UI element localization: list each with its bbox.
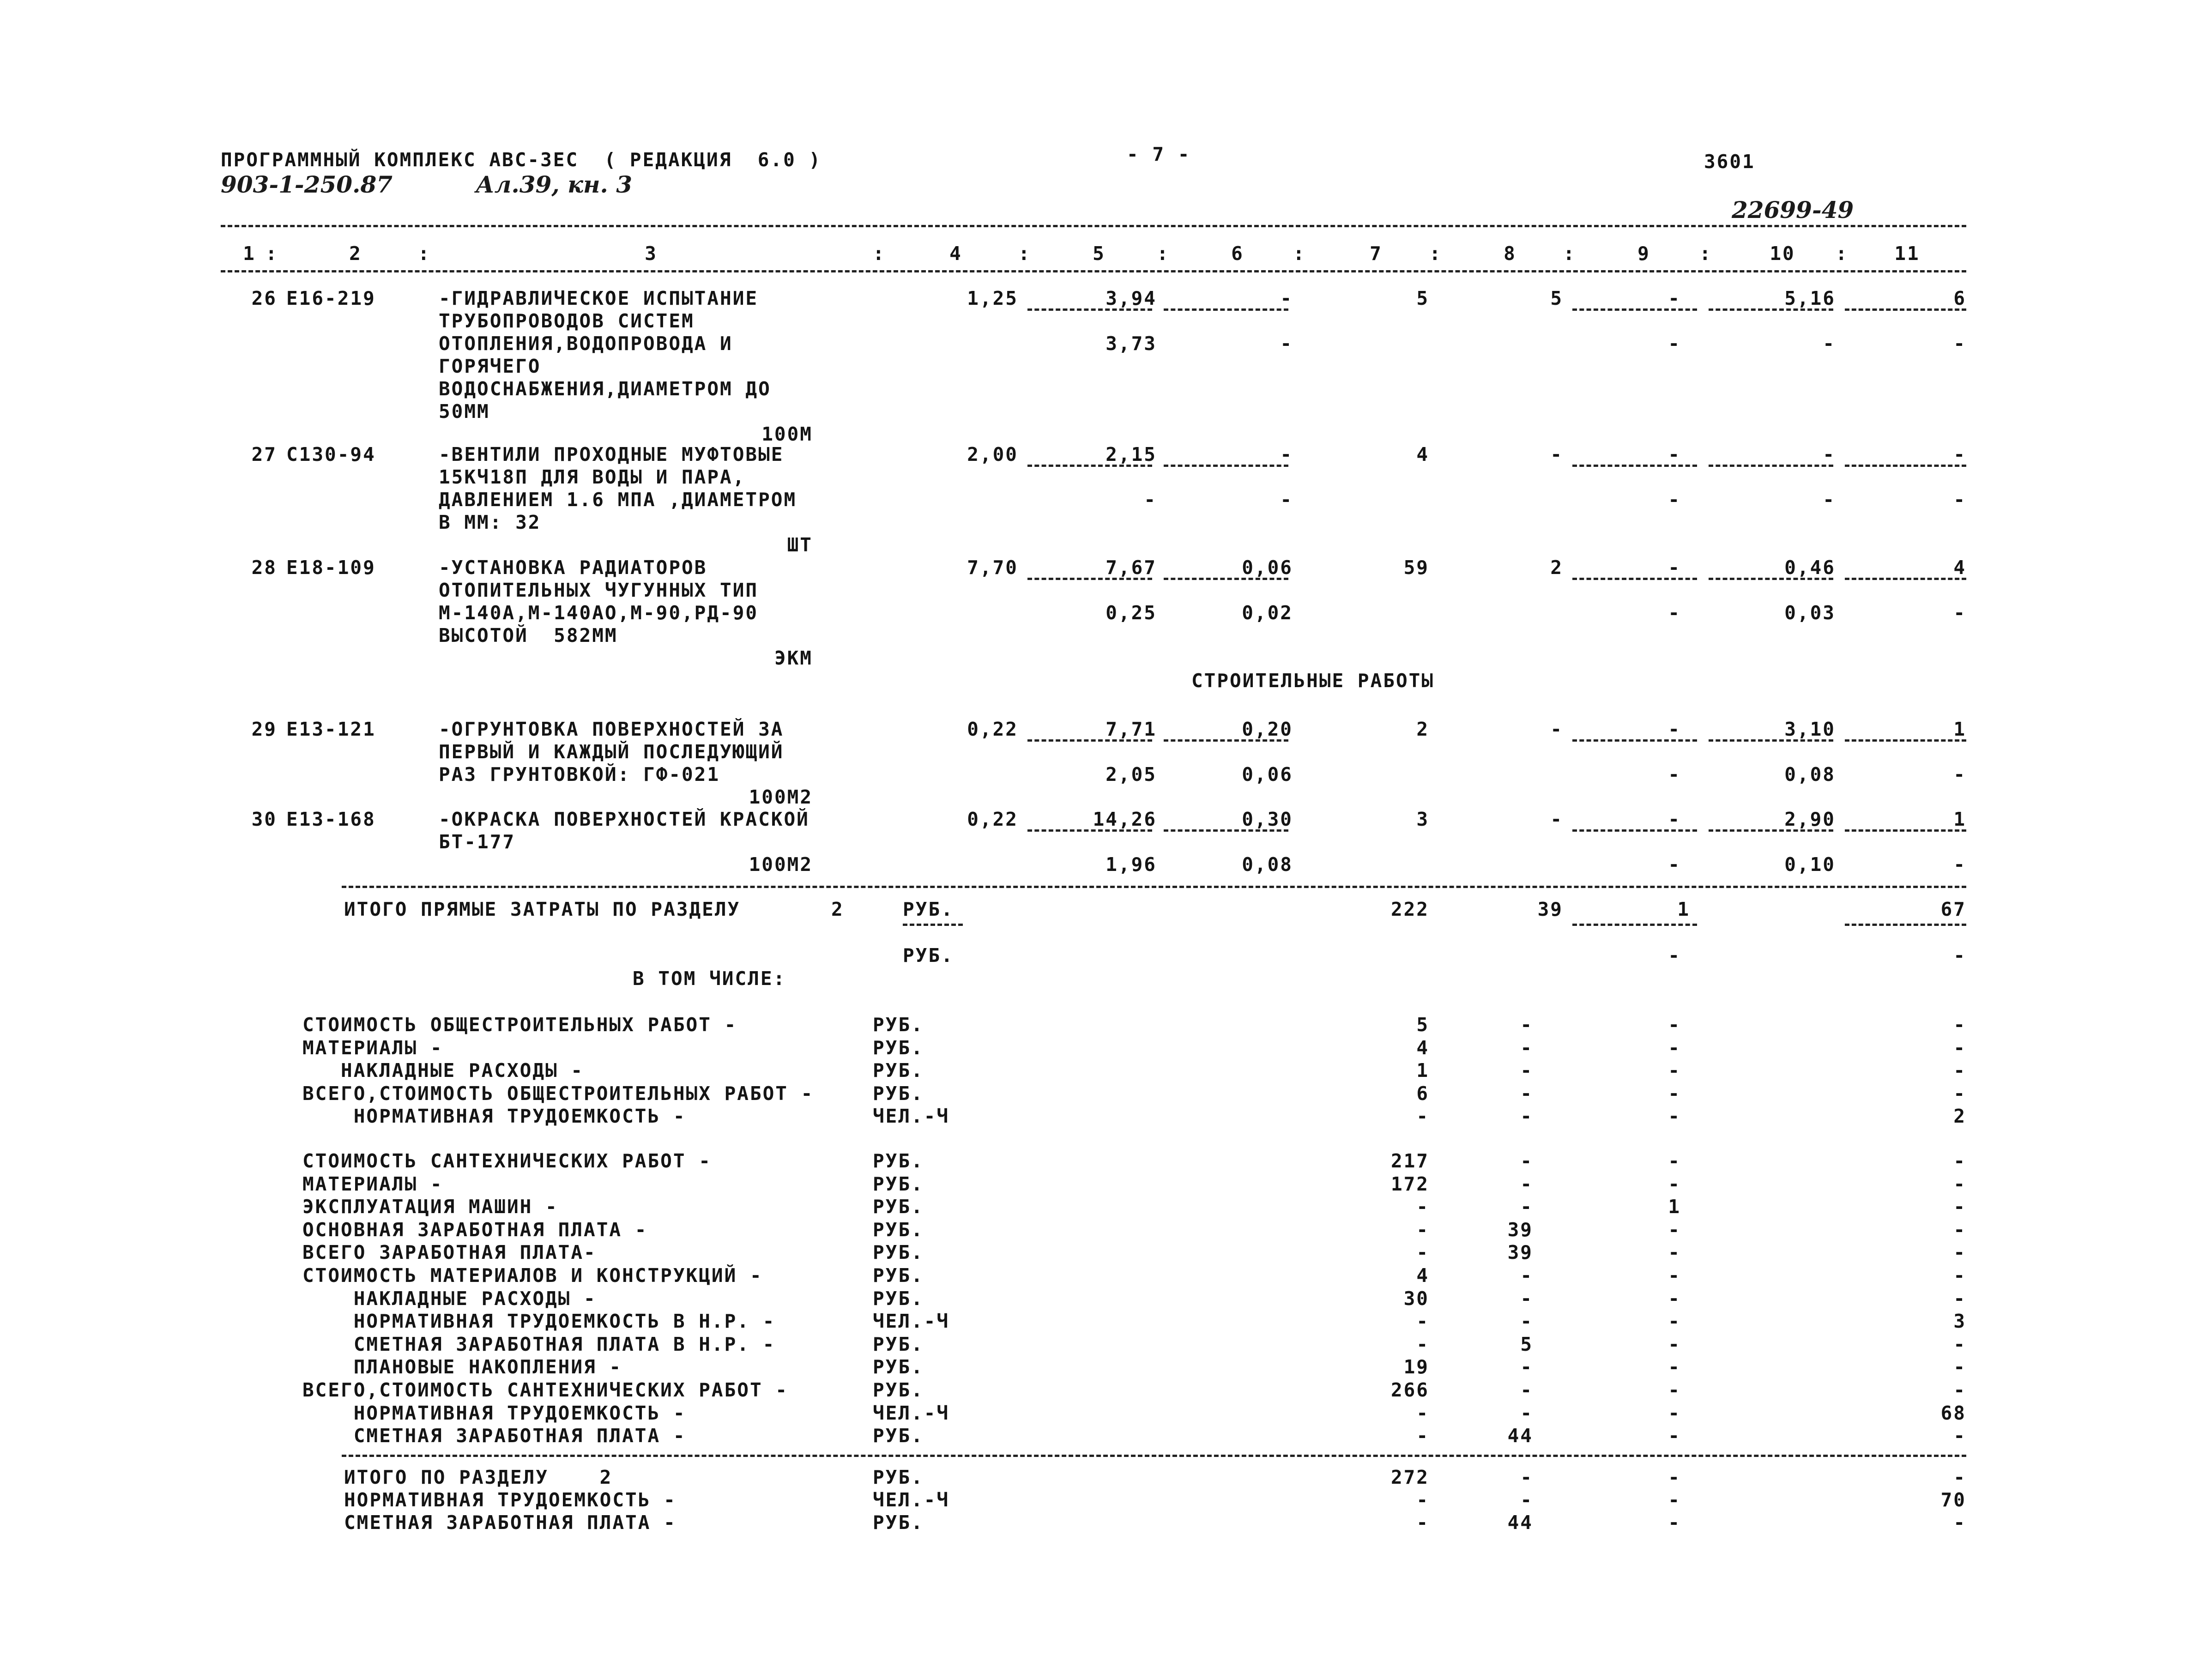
general-row-col7: 1 [1416, 1059, 1429, 1082]
totals-col11: 67 [1940, 898, 1966, 920]
totals-divider [903, 924, 963, 926]
final-row-col11: - [1953, 1511, 1966, 1534]
sanitary-row-col9: 1 [1668, 1196, 1681, 1218]
sanitary-row-label: НОРМАТИВНАЯ ТРУДОЕМКОСТЬ В Н.Р. - [302, 1310, 776, 1333]
sanitary-row-col9: - [1668, 1218, 1681, 1241]
sanitary-row-col9: - [1668, 1287, 1681, 1310]
item-sub-11: - [1953, 763, 1966, 786]
general-row-col8: - [1520, 1059, 1533, 1082]
item-value-c6: 0,20 [1242, 718, 1293, 740]
item-value-c10: 2,90 [1784, 808, 1836, 830]
sanitary-row-unit: РУБ. [873, 1379, 924, 1401]
sanitary-row-label: НОРМАТИВНАЯ ТРУДОЕМКОСТЬ - [302, 1402, 686, 1424]
totals-label: ИТОГО ПРЯМЫЕ ЗАТРАТЫ ПО РАЗДЕЛУ [344, 898, 741, 920]
item-number: 28 [251, 556, 277, 579]
item-description: 15КЧ18П ДЛЯ ВОДЫ И ПАРА, [439, 466, 746, 488]
general-row-col9: - [1668, 1059, 1681, 1082]
handwritten-right-code: 22699-49 [1732, 196, 1854, 224]
sanitary-row-col7: 19 [1403, 1356, 1429, 1378]
value-divider [1572, 308, 1697, 311]
sanitary-row-label: ОСНОВНАЯ ЗАРАБОТНАЯ ПЛАТА - [302, 1218, 648, 1241]
item-value-c5: 7,71 [1106, 718, 1157, 740]
item-value-c4: 1,25 [967, 287, 1018, 309]
final-row-unit: РУБ. [873, 1511, 924, 1534]
item-sub-6: 0,08 [1242, 853, 1293, 876]
value-divider [1845, 829, 1966, 832]
section-label: СТРОИТЕЛЬНЫЕ РАБОТЫ [1191, 670, 1434, 692]
document-number: 3601 [1704, 151, 1755, 173]
item-sub-5: 3,73 [1106, 332, 1157, 355]
item-description: ТРУБОПРОВОДОВ СИСТЕМ [439, 310, 695, 332]
item-value-c7: 5 [1416, 287, 1429, 309]
item-value-c6: - [1280, 443, 1293, 465]
handwritten-sheet-ref: Ал.39, кн. 3 [476, 171, 633, 198]
sanitary-row-col7: - [1416, 1333, 1429, 1355]
item-unit: 100М [761, 423, 813, 445]
item-description: ОТОПЛЕНИЯ,ВОДОПРОВОДА И [439, 332, 733, 355]
general-row-col9: - [1668, 1036, 1681, 1059]
sanitary-row-label: СМЕТНАЯ ЗАРАБОТНАЯ ПЛАТА В Н.Р. - [302, 1333, 776, 1355]
item-description: ГОРЯЧЕГО [439, 355, 541, 377]
sanitary-row-label: СТОИМОСТЬ МАТЕРИАЛОВ И КОНСТРУКЦИЙ - [302, 1264, 763, 1287]
item-value-c9: - [1668, 287, 1681, 309]
item-number: 29 [251, 718, 277, 740]
item-sub-9: - [1668, 763, 1681, 786]
totals-rule [342, 886, 1966, 888]
sanitary-row-col9: - [1668, 1425, 1681, 1447]
value-divider [1164, 578, 1288, 580]
final-row-col11: - [1953, 1466, 1966, 1488]
sanitary-row-col8: - [1520, 1379, 1533, 1401]
final-row-col8: 44 [1507, 1511, 1533, 1534]
sanitary-row-col8: - [1520, 1310, 1533, 1333]
general-row-col8: - [1520, 1036, 1533, 1059]
item-description: -ОКРАСКА ПОВЕРХНОСТЕЙ КРАСКОЙ [439, 808, 810, 830]
column-header-1: 1 [243, 242, 256, 265]
general-row-col8: - [1520, 1105, 1533, 1127]
value-divider [1027, 465, 1152, 467]
value-divider [1027, 829, 1152, 832]
general-row-label: ВСЕГО,СТОИМОСТЬ ОБЩЕСТРОИТЕЛЬНЫХ РАБОТ - [302, 1082, 814, 1105]
item-description: -ГИДРАВЛИЧЕСКОЕ ИСПЫТАНИЕ [439, 287, 759, 309]
sanitary-row-col9: - [1668, 1150, 1681, 1172]
sanitary-row-col7: 266 [1390, 1379, 1429, 1401]
item-code: Е16-219 [286, 287, 376, 309]
general-row-col8: - [1520, 1014, 1533, 1036]
item-value-c7: 3 [1416, 808, 1429, 830]
final-row-col7: - [1416, 1511, 1429, 1534]
item-description: ОТОПИТЕЛЬНЫХ ЧУГУННЫХ ТИП [439, 579, 759, 601]
final-row-label: НОРМАТИВНАЯ ТРУДОЕМКОСТЬ - [344, 1489, 677, 1511]
item-sub-11: - [1953, 332, 1966, 355]
column-separator: : [1018, 242, 1031, 265]
item-sub-11: - [1953, 853, 1966, 876]
value-divider [1845, 578, 1966, 580]
sanitary-row-col7: - [1416, 1218, 1429, 1241]
final-row-col7: - [1416, 1489, 1429, 1511]
column-header-9: 9 [1637, 242, 1650, 265]
sanitary-row-col8: 39 [1507, 1218, 1533, 1241]
sanitary-row-col9: - [1668, 1241, 1681, 1264]
value-divider [1164, 308, 1288, 311]
column-header-3: 3 [645, 242, 658, 265]
sanitary-row-col11: - [1953, 1218, 1966, 1241]
sanitary-row-col8: - [1520, 1264, 1533, 1287]
item-value-c11: 1 [1953, 808, 1966, 830]
item-value-c9: - [1668, 808, 1681, 830]
general-row-col7: 5 [1416, 1014, 1429, 1036]
item-sub-9: - [1668, 332, 1681, 355]
item-value-c8: - [1550, 443, 1563, 465]
column-separator: : [1699, 242, 1712, 265]
totals-sub-9: - [1668, 944, 1681, 967]
item-description: БТ-177 [439, 831, 516, 853]
general-row-col9: - [1668, 1014, 1681, 1036]
item-value-c4: 0,22 [967, 808, 1018, 830]
item-description: 50ММ [439, 400, 490, 423]
item-value-c4: 0,22 [967, 718, 1018, 740]
item-code: С130-94 [286, 443, 376, 465]
item-value-c7: 4 [1416, 443, 1429, 465]
sanitary-row-unit: РУБ. [873, 1425, 924, 1447]
final-row-col8: - [1520, 1466, 1533, 1488]
item-sub-10: 0,08 [1784, 763, 1836, 786]
item-number: 27 [251, 443, 277, 465]
column-separator: : [418, 242, 431, 265]
general-row-col7: - [1416, 1105, 1429, 1127]
final-row-col11: 70 [1940, 1489, 1966, 1511]
item-value-c5: 7,67 [1106, 556, 1157, 579]
general-row-label: НАКЛАДНЫЕ РАСХОДЫ - [302, 1059, 584, 1082]
general-row-col11: 2 [1953, 1105, 1966, 1127]
value-divider [1845, 465, 1966, 467]
item-unit: 100М2 [749, 786, 813, 808]
sanitary-row-col11: - [1953, 1172, 1966, 1195]
sanitary-row-col11: - [1953, 1264, 1966, 1287]
item-sub-5: 2,05 [1106, 763, 1157, 786]
general-row-label: СТОИМОСТЬ ОБЩЕСТРОИТЕЛЬНЫХ РАБОТ - [302, 1014, 737, 1036]
item-description: ВЫСОТОЙ 582ММ [439, 624, 618, 647]
item-sub-11: - [1953, 602, 1966, 624]
sanitary-row-label: ВСЕГО ЗАРАБОТНАЯ ПЛАТА- [302, 1241, 597, 1264]
general-row-unit: РУБ. [873, 1014, 924, 1036]
final-row-col8: - [1520, 1489, 1533, 1511]
final-row-label: СМЕТНАЯ ЗАРАБОТНАЯ ПЛАТА - [344, 1511, 677, 1534]
column-header-6: 6 [1231, 242, 1244, 265]
value-divider [1164, 465, 1288, 467]
sanitary-row-col11: - [1953, 1425, 1966, 1447]
item-sub-5: 0,25 [1106, 602, 1157, 624]
item-sub-6: - [1280, 489, 1293, 511]
item-description: РАЗ ГРУНТОВКОЙ: ГФ-021 [439, 763, 720, 786]
sanitary-row-label: НАКЛАДНЫЕ РАСХОДЫ - [302, 1287, 597, 1310]
item-code: Е13-168 [286, 808, 376, 830]
item-value-c5: 3,94 [1106, 287, 1157, 309]
sanitary-row-unit: РУБ. [873, 1264, 924, 1287]
value-divider [1709, 829, 1833, 832]
sanitary-row-col8: - [1520, 1287, 1533, 1310]
final-row-col7: 272 [1390, 1466, 1429, 1488]
sanitary-row-col11: - [1953, 1356, 1966, 1378]
sanitary-row-label: СТОИМОСТЬ САНТЕХНИЧЕСКИХ РАБОТ - [302, 1150, 712, 1172]
general-row-col11: - [1953, 1059, 1966, 1082]
item-value-c10: 0,46 [1784, 556, 1836, 579]
item-value-c8: 2 [1550, 556, 1563, 579]
sanitary-row-col9: - [1668, 1310, 1681, 1333]
sanitary-row-col11: - [1953, 1333, 1966, 1355]
item-sub-6: 0,06 [1242, 763, 1293, 786]
sanitary-row-unit: РУБ. [873, 1196, 924, 1218]
column-header-7: 7 [1370, 242, 1383, 265]
value-divider [1709, 465, 1833, 467]
final-row-unit: РУБ. [873, 1466, 924, 1488]
sanitary-row-unit: РУБ. [873, 1218, 924, 1241]
sanitary-row-col11: - [1953, 1150, 1966, 1172]
value-divider [1709, 739, 1833, 742]
item-unit: 100М2 [749, 853, 813, 876]
item-value-c6: 0,30 [1242, 808, 1293, 830]
sanitary-row-col7: - [1416, 1241, 1429, 1264]
item-sub-9: - [1668, 602, 1681, 624]
item-value-c11: - [1953, 443, 1966, 465]
item-value-c4: 7,70 [967, 556, 1018, 579]
item-number: 30 [251, 808, 277, 830]
item-value-c4: 2,00 [967, 443, 1018, 465]
item-value-c9: - [1668, 718, 1681, 740]
item-unit: ЭКМ [774, 647, 813, 669]
item-description: М-140А,М-140АО,М-90,РД-90 [439, 602, 759, 624]
general-row-unit: РУБ. [873, 1082, 924, 1105]
item-description: В ММ: 32 [439, 511, 541, 533]
sanitary-row-col9: - [1668, 1379, 1681, 1401]
value-divider [1572, 465, 1697, 467]
sanitary-row-col7: - [1416, 1402, 1429, 1424]
final-row-col9: - [1668, 1466, 1681, 1488]
program-title: ПРОГРАММНЫЙ КОМПЛЕКС АВС-ЗЕС ( РЕДАКЦИЯ 6.0 ) [221, 149, 822, 171]
sanitary-row-col8: 39 [1507, 1241, 1533, 1264]
value-divider [1709, 578, 1833, 580]
sanitary-row-unit: ЧЕЛ.-Ч [873, 1402, 950, 1424]
sanitary-row-col8: - [1520, 1356, 1533, 1378]
item-value-c10: 5,16 [1784, 287, 1836, 309]
item-value-c6: 0,06 [1242, 556, 1293, 579]
item-sub-9: - [1668, 853, 1681, 876]
item-value-c11: 6 [1953, 287, 1966, 309]
item-value-c7: 59 [1403, 556, 1429, 579]
column-header-10: 10 [1770, 242, 1795, 265]
item-value-c5: 14,26 [1093, 808, 1157, 830]
column-header-5: 5 [1093, 242, 1106, 265]
item-sub-11: - [1953, 489, 1966, 511]
sanitary-row-col11: - [1953, 1241, 1966, 1264]
general-row-unit: ЧЕЛ.-Ч [873, 1105, 950, 1127]
sanitary-row-label: ПЛАНОВЫЕ НАКОПЛЕНИЯ - [302, 1356, 622, 1378]
sanitary-row-col8: 5 [1520, 1333, 1533, 1355]
totals-col8: 39 [1537, 898, 1563, 920]
sanitary-row-col7: 217 [1390, 1150, 1429, 1172]
item-unit: ШТ [787, 534, 813, 556]
totals-section: 2 [831, 898, 844, 920]
totals-divider [1572, 924, 1697, 926]
general-row-unit: РУБ. [873, 1036, 924, 1059]
column-header-11: 11 [1894, 242, 1920, 265]
sanitary-row-col7: 30 [1403, 1287, 1429, 1310]
totals-divider [1845, 924, 1966, 926]
totals-unit-2: РУБ. [903, 944, 954, 967]
sanitary-row-label: ЭКСПЛУАТАЦИЯ МАШИН - [302, 1196, 558, 1218]
totals-col9: 1 [1677, 898, 1690, 920]
value-divider [1027, 739, 1152, 742]
final-row-col9: - [1668, 1511, 1681, 1534]
column-separator: : [873, 242, 886, 265]
item-value-c8: - [1550, 718, 1563, 740]
item-value-c10: 3,10 [1784, 718, 1836, 740]
item-number: 26 [251, 287, 277, 309]
item-description: -УСТАНОВКА РАДИАТОРОВ [439, 556, 707, 579]
column-separator: : [1429, 242, 1442, 265]
item-value-c11: 1 [1953, 718, 1966, 740]
sanitary-row-col8: 44 [1507, 1425, 1533, 1447]
item-description: ПЕРВЫЙ И КАЖДЫЙ ПОСЛЕДУЮЩИЙ [439, 741, 784, 763]
item-sub-6: 0,02 [1242, 602, 1293, 624]
item-value-c7: 2 [1416, 718, 1429, 740]
value-divider [1027, 578, 1152, 580]
sanitary-row-col7: - [1416, 1196, 1429, 1218]
value-divider [1164, 829, 1288, 832]
item-value-c10: - [1823, 443, 1836, 465]
value-divider [1027, 308, 1152, 311]
sanitary-row-unit: РУБ. [873, 1172, 924, 1195]
item-sub-9: - [1668, 489, 1681, 511]
sanitary-row-col8: - [1520, 1402, 1533, 1424]
value-divider [1709, 308, 1833, 311]
sanitary-row-unit: РУБ. [873, 1287, 924, 1310]
sanitary-row-col9: - [1668, 1172, 1681, 1195]
item-value-c8: 5 [1550, 287, 1563, 309]
sanitary-row-unit: РУБ. [873, 1333, 924, 1355]
item-sub-10: 0,10 [1784, 853, 1836, 876]
item-value-c9: - [1668, 443, 1681, 465]
item-value-c6: - [1280, 287, 1293, 309]
general-row-col7: 4 [1416, 1036, 1429, 1059]
final-row-unit: ЧЕЛ.-Ч [873, 1489, 950, 1511]
general-row-col9: - [1668, 1082, 1681, 1105]
column-separator: : [1157, 242, 1170, 265]
sanitary-row-col7: - [1416, 1310, 1429, 1333]
column-separator: : [1836, 242, 1849, 265]
general-row-label: МАТЕРИАЛЫ - [302, 1036, 443, 1059]
item-description: -ВЕНТИЛИ ПРОХОДНЫЕ МУФТОВЫЕ [439, 443, 784, 465]
column-separator: : [1293, 242, 1306, 265]
general-row-col8: - [1520, 1082, 1533, 1105]
item-sub-5: - [1144, 489, 1157, 511]
column-header-2: 2 [349, 242, 362, 265]
sanitary-row-col8: - [1520, 1150, 1533, 1172]
sanitary-row-col7: 172 [1390, 1172, 1429, 1195]
item-sub-10: - [1823, 332, 1836, 355]
sanitary-row-col11: 68 [1940, 1402, 1966, 1424]
general-row-col9: - [1668, 1105, 1681, 1127]
value-divider [1164, 739, 1288, 742]
sanitary-row-col8: - [1520, 1196, 1533, 1218]
item-value-c8: - [1550, 808, 1563, 830]
column-header-4: 4 [949, 242, 962, 265]
sanitary-row-col7: 4 [1416, 1264, 1429, 1287]
sanitary-row-col11: 3 [1953, 1310, 1966, 1333]
column-header-rule [221, 270, 1966, 272]
sanitary-row-col7: - [1416, 1425, 1429, 1447]
sanitary-row-col11: - [1953, 1287, 1966, 1310]
item-value-c5: 2,15 [1106, 443, 1157, 465]
item-value-c9: - [1668, 556, 1681, 579]
item-description: -ОГРУНТОВКА ПОВЕРХНОСТЕЙ ЗА [439, 718, 784, 740]
column-separator: : [1563, 242, 1576, 265]
item-sub-10: 0,03 [1784, 602, 1836, 624]
item-value-c11: 4 [1953, 556, 1966, 579]
general-row-col11: - [1953, 1014, 1966, 1036]
item-code: Е18-109 [286, 556, 376, 579]
item-description: ДАВЛЕНИЕМ 1.6 МПА ,ДИАМЕТРОМ [439, 489, 797, 511]
general-row-label: НОРМАТИВНАЯ ТРУДОЕМКОСТЬ - [302, 1105, 686, 1127]
general-row-col11: - [1953, 1036, 1966, 1059]
final-row-col9: - [1668, 1489, 1681, 1511]
item-description: ВОДОСНАБЖЕНИЯ,ДИАМЕТРОМ ДО [439, 378, 771, 400]
sanitary-row-unit: РУБ. [873, 1356, 924, 1378]
sanitary-row-col9: - [1668, 1356, 1681, 1378]
sanitary-row-unit: РУБ. [873, 1150, 924, 1172]
sanitary-row-label: МАТЕРИАЛЫ - [302, 1172, 443, 1195]
final-row-label: ИТОГО ПО РАЗДЕЛУ 2 [344, 1466, 613, 1488]
item-code: Е13-121 [286, 718, 376, 740]
item-sub-10: - [1823, 489, 1836, 511]
general-row-col7: 6 [1416, 1082, 1429, 1105]
column-header-8: 8 [1504, 242, 1516, 265]
final-rule [342, 1455, 1966, 1457]
value-divider [1845, 739, 1966, 742]
value-divider [1572, 739, 1697, 742]
value-divider [1572, 829, 1697, 832]
page-mark: - 7 - [1127, 143, 1191, 165]
sanitary-row-unit: РУБ. [873, 1241, 924, 1264]
item-sub-6: - [1280, 332, 1293, 355]
sanitary-row-col11: - [1953, 1196, 1966, 1218]
sanitary-row-unit: ЧЕЛ.-Ч [873, 1310, 950, 1333]
sanitary-row-col9: - [1668, 1402, 1681, 1424]
sanitary-row-label: ВСЕГО,СТОИМОСТЬ САНТЕХНИЧЕСКИХ РАБОТ - [302, 1379, 788, 1401]
column-separator: : [266, 242, 278, 265]
totals-unit: РУБ. [903, 898, 954, 920]
sanitary-row-label: СМЕТНАЯ ЗАРАБОТНАЯ ПЛАТА - [302, 1425, 686, 1447]
value-divider [1572, 578, 1697, 580]
general-row-unit: РУБ. [873, 1059, 924, 1082]
general-row-col11: - [1953, 1082, 1966, 1105]
item-sub-5: 1,96 [1106, 853, 1157, 876]
sanitary-row-col8: - [1520, 1172, 1533, 1195]
sanitary-row-col9: - [1668, 1333, 1681, 1355]
totals-col7: 222 [1390, 898, 1429, 920]
value-divider [1845, 308, 1966, 311]
handwritten-project-code: 903-1-250.87 [221, 171, 393, 198]
table-top-rule [221, 225, 1966, 227]
including-label: В ТОМ ЧИСЛЕ: [633, 967, 786, 990]
sanitary-row-col11: - [1953, 1379, 1966, 1401]
totals-sub-11: - [1953, 944, 1966, 967]
sanitary-row-col9: - [1668, 1264, 1681, 1287]
